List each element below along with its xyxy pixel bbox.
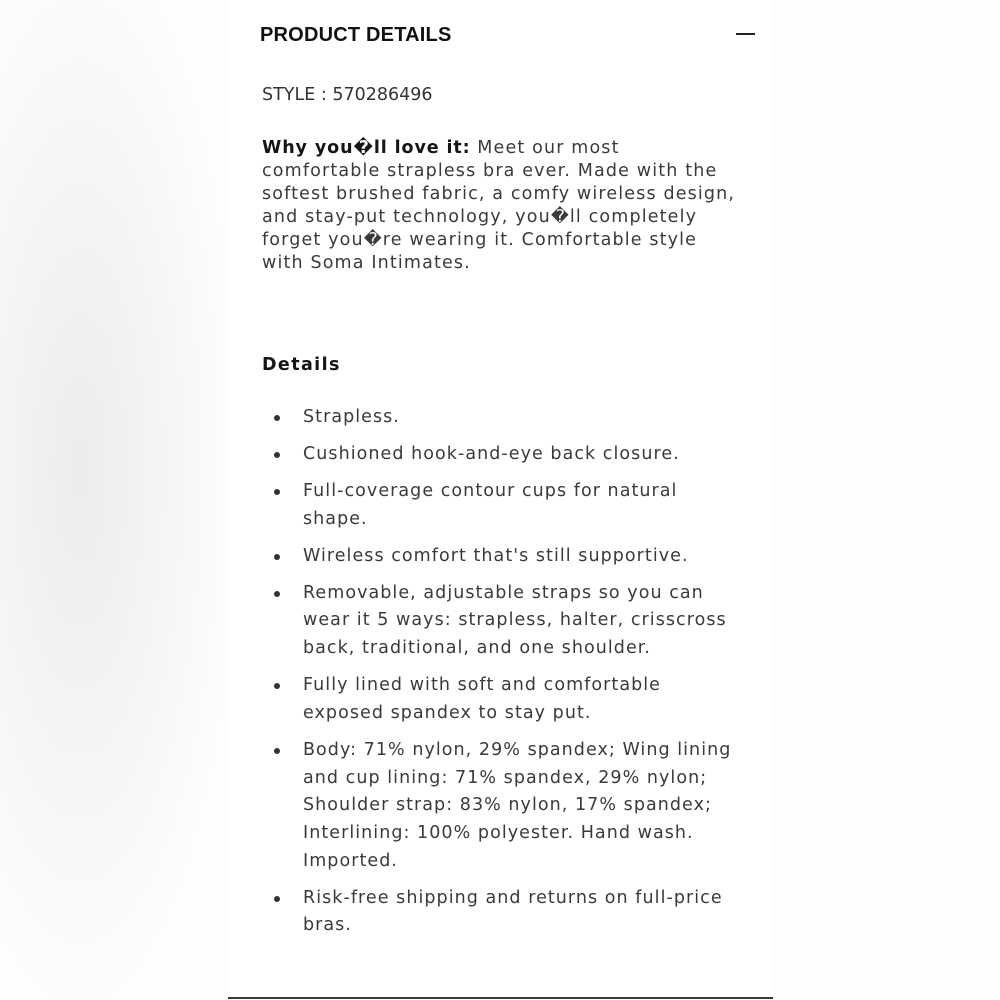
list-item-text: Strapless. <box>303 407 400 427</box>
list-item-text: Cushioned hook-and-eye back closure. <box>303 444 680 464</box>
product-details-header[interactable] <box>260 22 755 48</box>
bullet-dot-icon <box>274 591 280 597</box>
description-text: Meet our most comfortable strapless bra ever. Made with the softest brushed fabric, a comfy wireless design, and stay-put technology, you�ll completely forget you�re wearing it. Comfortable style with Soma Intimates. <box>262 138 736 274</box>
list-item <box>262 672 742 727</box>
style-number: STYLE : 570286496 <box>262 85 433 105</box>
list-item <box>262 885 742 940</box>
product-details-panel <box>228 0 773 999</box>
description-lead: Why you�ll love it: <box>262 138 471 158</box>
bullet-dot-icon <box>274 415 280 421</box>
list-item <box>262 478 742 533</box>
bullet-dot-icon <box>274 683 280 689</box>
list-item-text: Risk-free shipping and returns on full-price bras. <box>303 887 723 936</box>
bullet-dot-icon <box>274 896 280 902</box>
details-list <box>262 404 742 949</box>
list-item <box>262 580 742 663</box>
bullet-dot-icon <box>274 452 280 458</box>
list-item <box>262 441 742 469</box>
list-item-text: Fully lined with soft and comfortable exposed spandex to stay put. <box>303 675 661 723</box>
list-item <box>262 737 742 876</box>
details-heading: Details <box>262 355 341 375</box>
bullet-dot-icon <box>274 554 280 560</box>
list-item-text: Wireless comfort that's still supportive. <box>303 545 689 566</box>
bullet-dot-icon <box>274 748 280 754</box>
list-item-text: Full-coverage contour cups for natural shape. <box>303 481 678 529</box>
bullet-dot-icon <box>274 489 280 495</box>
list-item-text: Removable, adjustable straps so you can wear it 5 ways: strapless, halter, crisscross back, traditional, and one shoulder. <box>303 582 727 659</box>
product-description <box>262 137 742 276</box>
minus-icon[interactable] <box>736 33 755 35</box>
product-details-title: PRODUCT DETAILS <box>260 24 452 46</box>
list-item <box>262 404 742 432</box>
list-item-text: Body: 71% nylon, 29% spandex; Wing lining and cup lining: 71% spandex, 29% nylon; Shoulder strap: 83% nylon, 17% spandex; Interlining: 100% polyester. Hand wash. Imported. <box>303 739 732 871</box>
list-item <box>262 543 742 571</box>
